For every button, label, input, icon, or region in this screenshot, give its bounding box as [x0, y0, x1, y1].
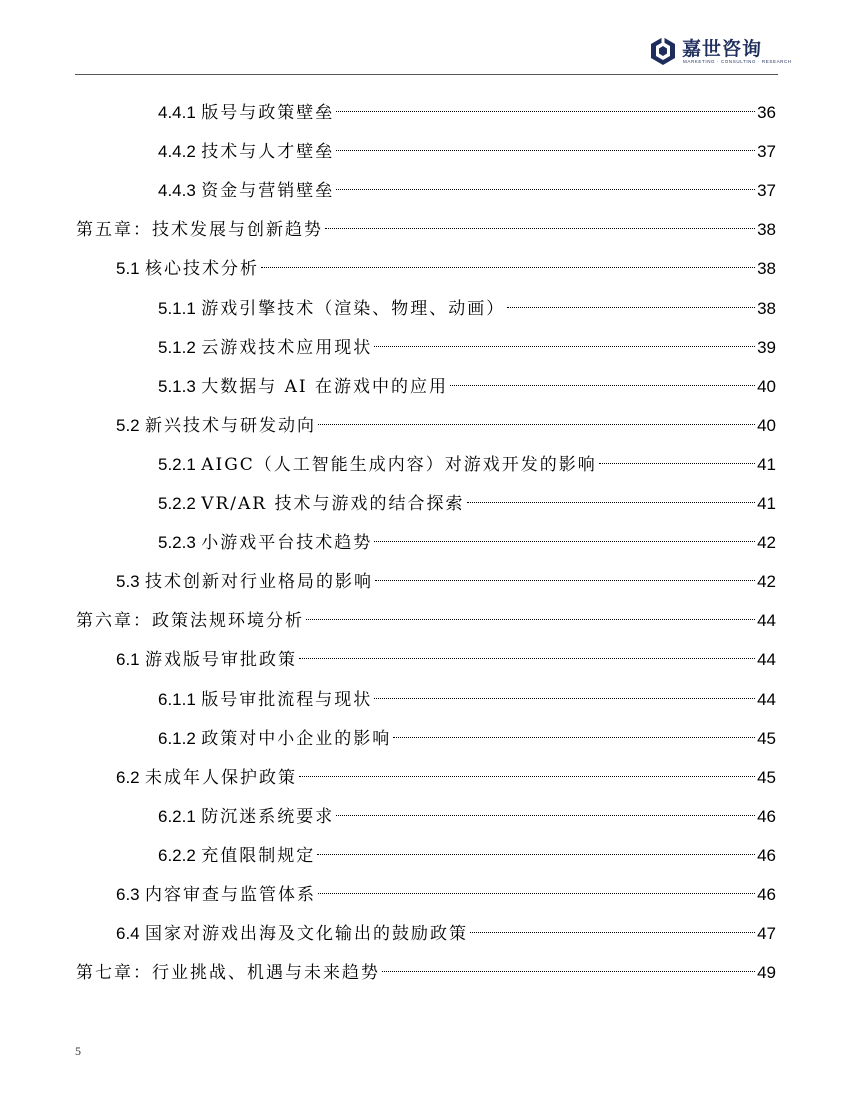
toc-entry-page: 46	[757, 806, 776, 826]
toc-entry-title: 充值限制规定	[201, 845, 316, 866]
toc-entry-number: 6.2.1	[158, 806, 196, 826]
toc-entry-number: 5.3	[116, 572, 140, 592]
toc-entry[interactable]	[116, 915, 776, 953]
toc-entry-page: 37	[757, 181, 776, 201]
page-number: 5	[75, 1044, 81, 1058]
toc-dot-leader	[382, 971, 755, 972]
toc-entry-title: 核心技术分析	[145, 259, 260, 280]
toc-dot-leader	[325, 228, 755, 229]
toc-entry-number: 4.4.1	[158, 103, 196, 122]
toc-entry-title: 版号审批流程与现状	[201, 689, 373, 710]
toc-entry[interactable]	[116, 563, 776, 601]
toc-entry-title: 大数据与 AI 在游戏中的应用	[201, 376, 449, 397]
toc-entry-page: 36	[757, 103, 776, 122]
toc-entry-page: 44	[757, 650, 776, 670]
toc-entry-title: 第五章：技术发展与创新趋势	[76, 220, 323, 241]
toc-dot-leader	[374, 346, 755, 347]
toc-dot-leader	[393, 737, 755, 738]
toc-entry[interactable]	[158, 290, 776, 328]
toc-dot-leader	[375, 580, 755, 581]
toc-dot-leader	[336, 150, 755, 151]
toc-entry-title: 第七章：行业挑战、机遇与未来趋势	[76, 963, 380, 984]
toc-entry-title: 技术与人才壁垒	[201, 142, 335, 163]
toc-entry-page: 42	[757, 572, 776, 592]
header-divider	[75, 74, 778, 75]
toc-dot-leader	[374, 541, 755, 542]
toc-entry-number: 4.4.2	[158, 142, 196, 162]
toc-dot-leader	[599, 463, 755, 464]
toc-entry-page: 41	[757, 494, 776, 513]
toc-entry-number: 6.3	[116, 885, 140, 904]
toc-entry-number: 5.2.2	[158, 494, 196, 513]
toc-entry-page: 38	[757, 259, 776, 279]
toc-entry-page: 47	[757, 924, 776, 944]
toc-entry[interactable]	[158, 133, 776, 171]
toc-dot-leader	[318, 424, 755, 425]
toc-dot-leader	[317, 854, 755, 855]
toc-entry-page: 46	[757, 885, 776, 904]
toc-entry-title: AIGC（人工智能生成内容）对游戏开发的影响	[201, 454, 597, 475]
toc-entry-number: 5.2.1	[158, 454, 196, 474]
toc-entry[interactable]	[158, 798, 776, 836]
toc-dot-leader	[507, 307, 755, 308]
toc-entry-title: 新兴技术与研发动向	[145, 415, 317, 436]
toc-entry[interactable]	[158, 524, 776, 562]
toc-entry-number: 6.4	[116, 924, 140, 944]
toc-entry-number: 5.2.3	[158, 533, 196, 553]
toc-entry-number: 4.4.3	[158, 181, 196, 201]
toc-entry-number: 5.2	[116, 415, 140, 435]
toc-entry-number: 5.1	[116, 259, 140, 279]
toc-entry-page: 41	[757, 454, 776, 474]
toc-dot-leader	[470, 932, 755, 933]
toc-dot-leader	[299, 776, 755, 777]
brand-name: 嘉世咨询	[682, 38, 763, 60]
toc-entry-number: 6.1.1	[158, 689, 196, 709]
toc-entry[interactable]	[76, 954, 776, 992]
toc-entry[interactable]	[158, 172, 776, 210]
toc-entry[interactable]	[116, 759, 776, 797]
toc-dot-leader	[467, 502, 756, 503]
toc-entry-page: 44	[757, 611, 776, 631]
toc-entry-title: 第六章：政策法规环境分析	[76, 611, 304, 632]
toc-entry[interactable]	[116, 876, 776, 914]
toc-entry-title: 游戏引擎技术（渲染、物理、动画）	[201, 298, 506, 319]
toc-entry-page: 40	[757, 376, 776, 396]
toc-entry-title: 版号与政策壁垒	[201, 103, 335, 123]
toc-entry[interactable]	[158, 720, 776, 758]
toc-entry-title: 小游戏平台技术趋势	[201, 533, 373, 554]
toc-entry-number: 6.1	[116, 650, 140, 670]
toc-entry-page: 45	[757, 728, 776, 748]
toc-entry-page: 42	[757, 533, 776, 553]
toc-entry-page: 38	[757, 298, 776, 318]
toc-entry-page: 49	[757, 963, 776, 983]
toc-entry-title: 游戏版号审批政策	[145, 650, 298, 671]
toc-entry-title: 防沉迷系统要求	[201, 806, 335, 827]
toc-entry-page: 38	[757, 220, 776, 240]
toc-entry[interactable]	[76, 602, 776, 640]
toc-entry[interactable]	[158, 446, 776, 484]
toc-entry-page: 40	[757, 415, 776, 435]
toc-entry-title: 云游戏技术应用现状	[201, 337, 373, 358]
brand-logo	[648, 34, 792, 70]
toc-dot-leader	[336, 111, 755, 112]
toc-entry[interactable]	[116, 250, 776, 288]
toc-entry-title: 技术创新对行业格局的影响	[145, 572, 374, 593]
toc-entry-page: 39	[757, 337, 776, 357]
brand-mark-icon	[648, 36, 678, 66]
page-header	[0, 0, 850, 78]
toc-entry-number: 6.2.2	[158, 845, 196, 865]
toc-dot-leader	[336, 815, 755, 816]
toc-entry-page: 44	[757, 689, 776, 709]
toc-entry[interactable]	[76, 211, 776, 249]
toc-entry-number: 5.1.1	[158, 298, 196, 318]
toc-entry-title: VR/AR 技术与游戏的结合探索	[201, 494, 465, 514]
toc-entry[interactable]	[116, 407, 776, 445]
toc-entry-title: 政策对中小企业的影响	[201, 728, 392, 749]
brand-tagline: MARKETING · CONSULTING · RESEARCH	[683, 59, 792, 64]
toc-dot-leader	[306, 619, 755, 620]
toc-entry-page: 37	[757, 142, 776, 162]
toc-entry-number: 5.1.3	[158, 376, 196, 396]
toc-entry[interactable]	[158, 485, 776, 523]
toc-entry[interactable]	[158, 681, 776, 719]
toc-entry-title: 未成年人保护政策	[145, 767, 298, 788]
toc-entry[interactable]	[116, 641, 776, 679]
toc-dot-leader	[374, 698, 755, 699]
toc-entry[interactable]	[158, 94, 776, 132]
toc-entry-number: 5.1.2	[158, 337, 196, 357]
toc-entry-title: 资金与营销壁垒	[201, 181, 335, 202]
toc-entry-number: 6.1.2	[158, 728, 196, 748]
toc-dot-leader	[336, 189, 755, 190]
toc-dot-leader	[450, 385, 755, 386]
toc-dot-leader	[261, 267, 755, 268]
toc-entry[interactable]	[158, 368, 776, 406]
toc-entry-title: 国家对游戏出海及文化输出的鼓励政策	[145, 924, 469, 945]
toc-entry[interactable]	[158, 329, 776, 367]
toc-dot-leader	[299, 658, 755, 659]
toc-entry-number: 6.2	[116, 767, 140, 787]
toc-dot-leader	[318, 893, 755, 894]
toc-entry-page: 45	[757, 767, 776, 787]
toc-entry-title: 内容审查与监管体系	[145, 885, 317, 905]
toc-entry[interactable]	[158, 837, 776, 875]
toc-entry-page: 46	[757, 845, 776, 865]
